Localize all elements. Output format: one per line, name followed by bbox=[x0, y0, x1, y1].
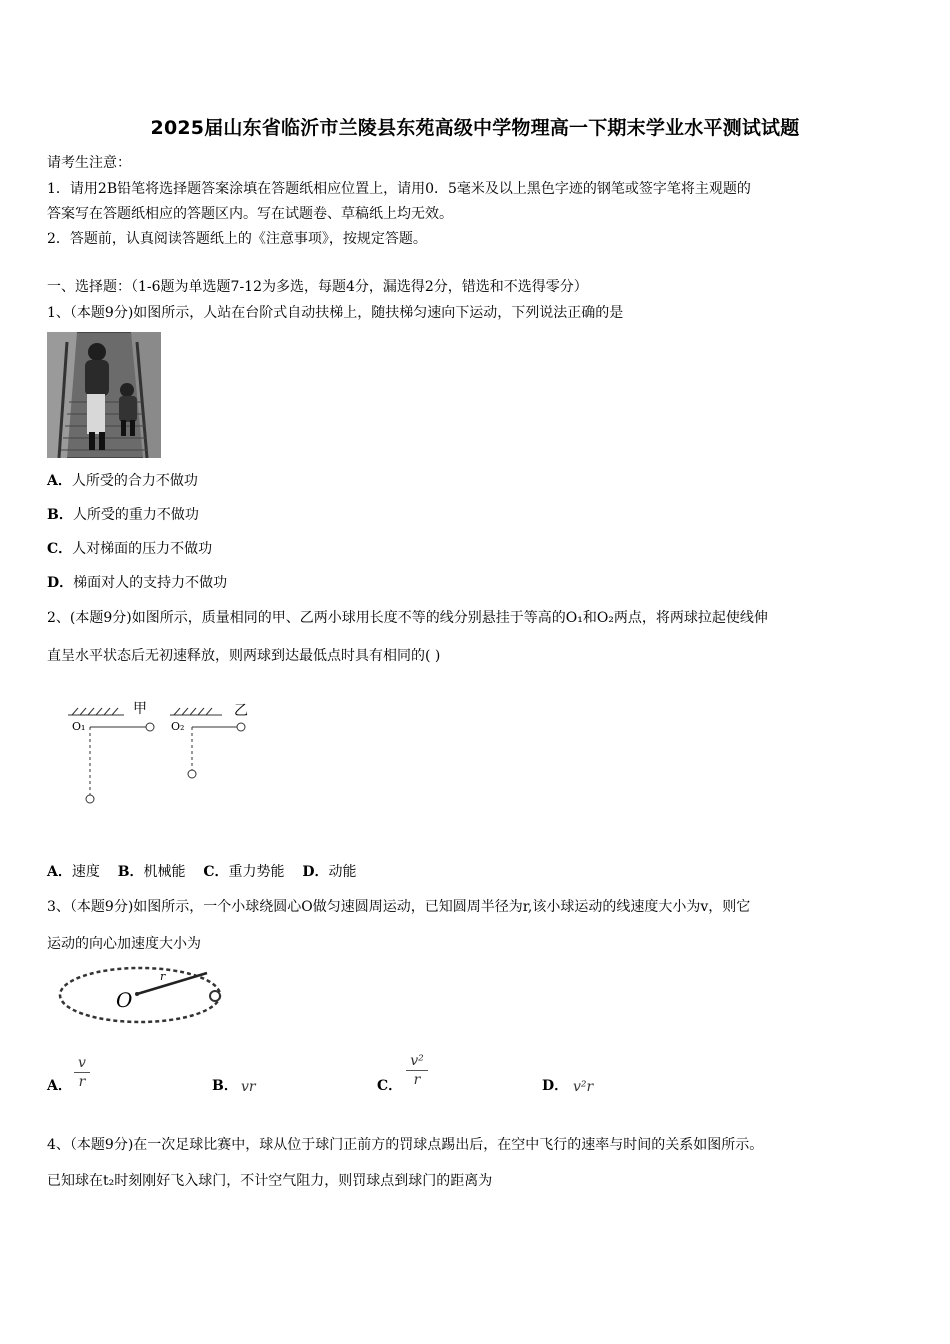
notice-item-1-line-2: 答案写在答题纸相应的答题区内。写在试题卷、草稿纸上均无效。 bbox=[47, 206, 453, 222]
escalator-photo bbox=[47, 332, 161, 458]
notice-item-1-line-1: 1．请用2B铅笔将选择题答案涂填在答题纸相应位置上，请用0．5毫米及以上黑色字迹的钢笔或签字笔将主观题的 bbox=[47, 181, 751, 197]
q3-option-b-key: B． bbox=[212, 1078, 238, 1094]
q1-option-d: D．梯面对人的支持力不做功 bbox=[47, 575, 228, 591]
q2-stem-line-1: 2、(本题9分)如图所示，质量相同的甲、乙两小球用长度不等的线分别悬挂于等高的O₁和O₂两点，将两球拉起使线伸 bbox=[47, 610, 768, 626]
q1-option-a: A．人所受的合力不做功 bbox=[47, 473, 198, 489]
pivot-o1-label: O₁ bbox=[72, 720, 86, 733]
q3-option-c-key: C． bbox=[377, 1078, 403, 1094]
radius-r-label: r bbox=[160, 970, 166, 983]
pendulum-diagram bbox=[60, 695, 260, 815]
q2-stem-line-2: 直呈水平状态后无初速释放，则两球到达最低点时具有相同的( ) bbox=[47, 648, 441, 664]
q1-stem: 1、（本题9分)如图所示，人站在台阶式自动扶梯上，随扶梯匀速向下运动，下列说法正确的是 bbox=[47, 305, 624, 321]
q3-option-a-key: A． bbox=[47, 1078, 72, 1094]
ball-yi-label: 乙 bbox=[234, 703, 248, 719]
q3-option-b-expr: vr bbox=[241, 1079, 256, 1095]
notice-heading: 请考生注意： bbox=[47, 155, 131, 171]
q4-stem-line-2: 已知球在t₂时刻刚好飞入球门，不计空气阻力，则罚球点到球门的距离为 bbox=[47, 1173, 493, 1189]
ball-jia-label: 甲 bbox=[133, 701, 147, 717]
q1-option-b: B．人所受的重力不做功 bbox=[47, 507, 199, 523]
q3-option-d-expr: v²r bbox=[573, 1079, 594, 1095]
q3-option-a-fraction: v r bbox=[74, 1055, 90, 1090]
circular-motion-diagram bbox=[55, 960, 230, 1030]
pivot-o2-label: O₂ bbox=[171, 720, 185, 733]
q3-option-c-fraction: v² r bbox=[406, 1053, 428, 1088]
notice-item-2: 2．答题前，认真阅读答题纸上的《注意事项》，按规定答题。 bbox=[47, 231, 427, 247]
center-o-label: O bbox=[116, 988, 133, 1012]
q2-options: A．速度 B．机械能 C．重力势能 D．动能 bbox=[47, 864, 357, 880]
q3-option-d-key: D． bbox=[542, 1078, 569, 1094]
q3-stem-line-1: 3、（本题9分)如图所示，一个小球绕圆心O做匀速圆周运动，已知圆周半径为r,该小球运动的线速度大小为v，则它 bbox=[47, 899, 751, 915]
page-title: 2025届山东省临沂市兰陵县东苑高级中学物理高一下期末学业水平测试试题 bbox=[150, 117, 800, 139]
q1-option-c: C．人对梯面的压力不做功 bbox=[47, 541, 213, 557]
q4-stem-line-1: 4、（本题9分)在一次足球比赛中，球从位于球门正前方的罚球点踢出后，在空中飞行的速率与时间的关系如图所示。 bbox=[47, 1137, 764, 1153]
section-heading: 一、选择题：（1-6题为单选题7-12为多选，每题4分，漏选得2分，错选和不选得零分） bbox=[47, 279, 588, 295]
q3-stem-line-2: 运动的向心加速度大小为 bbox=[47, 936, 201, 952]
